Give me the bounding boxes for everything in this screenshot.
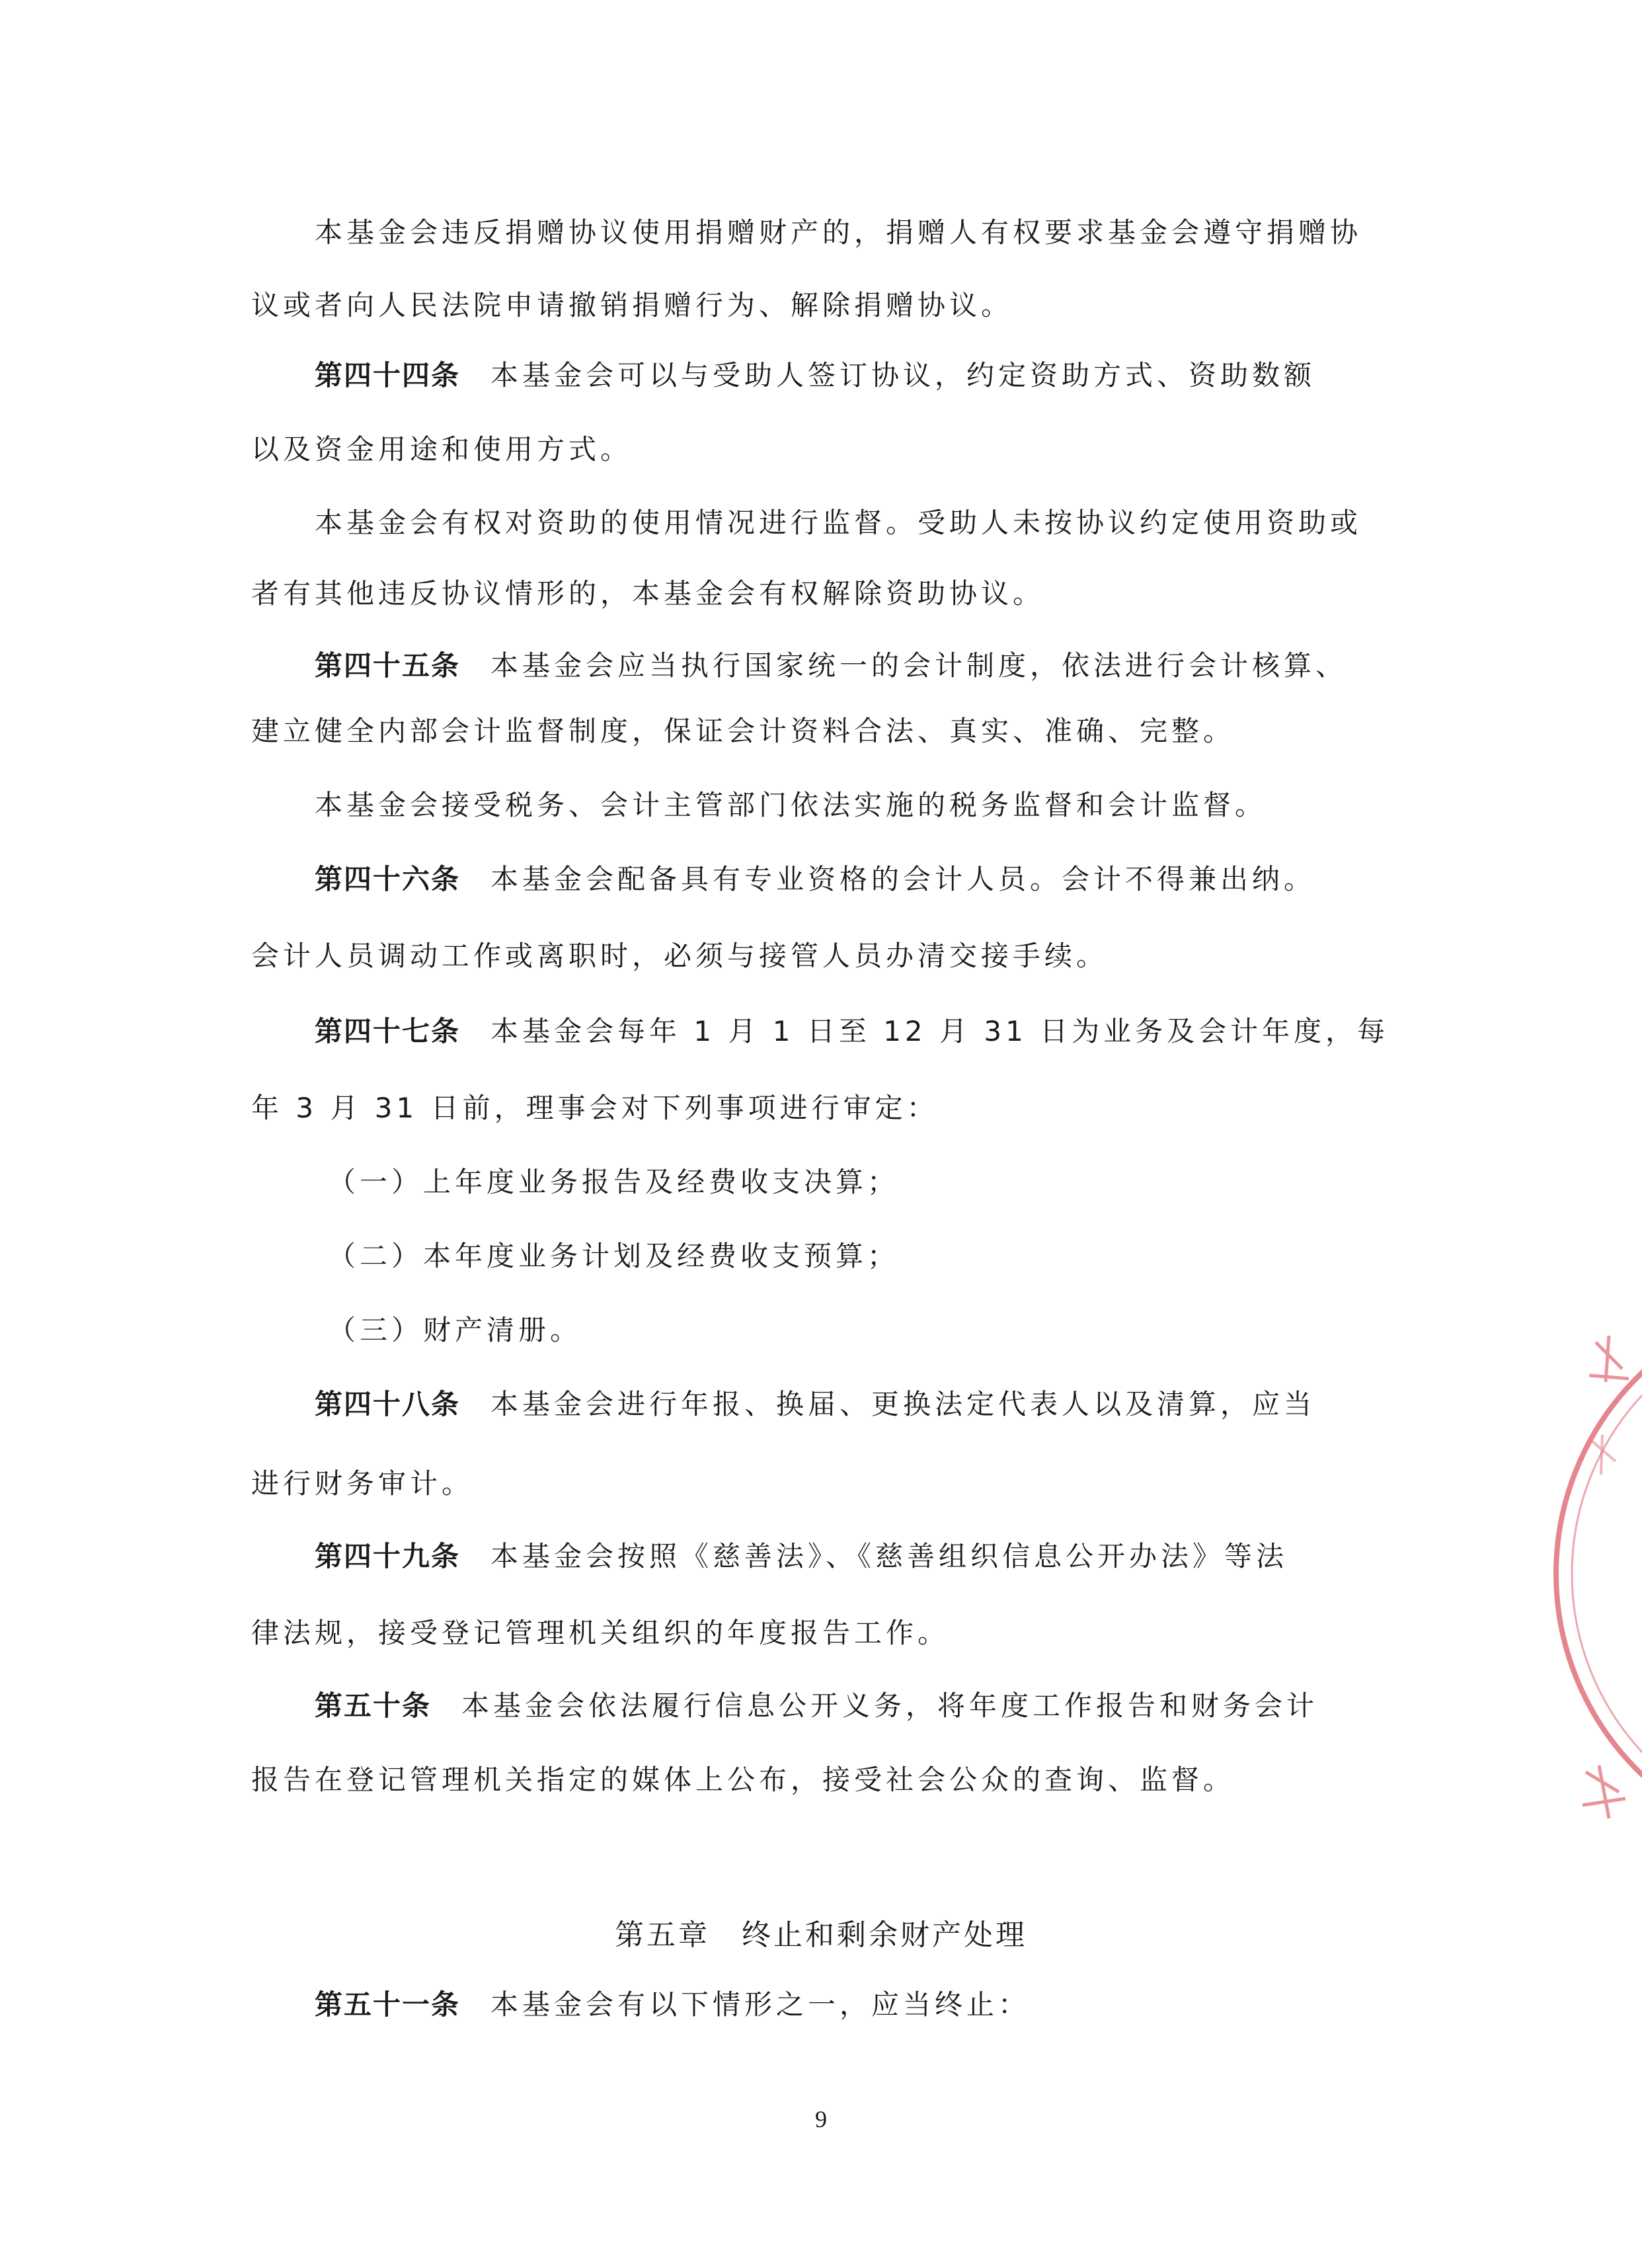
article-label: 第四十五条 [315, 649, 461, 682]
chapter-heading: 第五章 终止和剩余财产处理 [615, 1918, 1027, 1952]
paragraph-line: 建立健全内部会计监督制度，保证会计资料合法、真实、准确、完整。 [251, 715, 1235, 747]
article-label: 第四十九条 [315, 1540, 461, 1572]
paragraph-line: 以及资金用途和使用方式。 [251, 433, 633, 466]
paragraph-line: 本基金会配备具有专业资格的会计人员。会计不得兼出纳。 [490, 863, 1316, 895]
paragraph-line: 年 3 月 31 日前，理事会对下列事项进行审定： [251, 1092, 939, 1124]
paragraph-line: 本基金会有权对资助的使用情况进行监督。受助人未按协议约定使用资助或 [315, 506, 1362, 539]
article-label: 第四十七条 [315, 1015, 461, 1047]
paragraph-line: 本基金会有以下情形之一，应当终止： [490, 1988, 1031, 2021]
article-44 [315, 358, 1315, 393]
article-49 [315, 1539, 1288, 1574]
paragraph-line: 本基金会依法履行信息公开义务，将年度工作报告和财务会计 [461, 1689, 1319, 1722]
article-47 [315, 1014, 1389, 1049]
paragraph-line: 律法规，接受登记管理机关组织的年度报告工作。 [251, 1617, 950, 1649]
paragraph-line: 报告在登记管理机关指定的媒体上公布，接受社会公众的查询、监督。 [251, 1763, 1235, 1796]
article-48 [315, 1387, 1315, 1422]
paragraph-line: 本基金会应当执行国家统一的会计制度，依法进行会计核算、 [490, 649, 1348, 682]
seal-stamp [1549, 1243, 1642, 1904]
article-45 [315, 649, 1347, 683]
list-item: （二）本年度业务计划及经费收支预算； [328, 1240, 900, 1272]
paragraph-line: 本基金会可以与受助人签订协议，约定资助方式、资助数额 [490, 359, 1316, 391]
article-51 [315, 1988, 1030, 2022]
article-label: 第四十八条 [315, 1388, 461, 1420]
paragraph-line: 进行财务审计。 [251, 1467, 474, 1500]
list-item: （一）上年度业务报告及经费收支决算； [328, 1166, 900, 1198]
article-label: 第四十六条 [315, 863, 461, 895]
article-46 [315, 862, 1315, 897]
paragraph-line: 本基金会接受税务、会计主管部门依法实施的税务监督和会计监督。 [315, 789, 1267, 821]
paragraph-line: 本基金会违反捐赠协议使用捐赠财产的，捐赠人有权要求基金会遵守捐赠协 [315, 216, 1362, 249]
article-label: 第五十一条 [315, 1988, 461, 2021]
article-50 [315, 1689, 1318, 1723]
paragraph-line: 议或者向人民法院申请撤销捐赠行为、解除捐赠协议。 [251, 289, 1013, 321]
paragraph-line: 者有其他违反协议情形的，本基金会有权解除资助协议。 [251, 577, 1045, 610]
list-item: （三）财产清册。 [328, 1314, 582, 1346]
paragraph-line: 本基金会进行年报、换届、更换法定代表人以及清算，应当 [490, 1388, 1316, 1420]
page-number: 9 [815, 2106, 827, 2132]
paragraph-line: 会计人员调动工作或离职时，必须与接管人员办清交接手续。 [251, 940, 1109, 972]
paragraph-line: 本基金会按照《慈善法》、《慈善组织信息公开办法》等法 [490, 1540, 1288, 1572]
seal-stamp-graphic [1549, 1243, 1642, 1904]
paragraph-line: 本基金会每年 1 月 1 日至 12 月 31 日为业务及会计年度，每 [490, 1015, 1389, 1047]
article-label: 第五十条 [315, 1689, 432, 1722]
article-label: 第四十四条 [315, 359, 461, 391]
